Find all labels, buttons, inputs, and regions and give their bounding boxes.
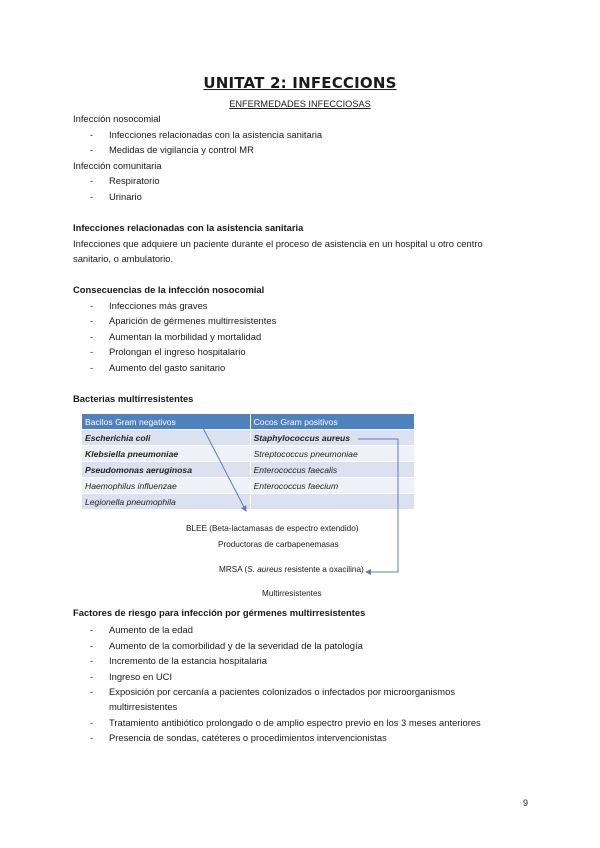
table-cell: Enterococcus faecalis — [250, 462, 414, 478]
bullet-dash: - — [90, 362, 94, 373]
table-cell: Klebsiella pneumoniae — [82, 446, 251, 462]
column-header: Bacilos Gram negativos — [82, 414, 251, 430]
bullet-dash: - — [90, 191, 94, 202]
section-heading: Consecuencias de la infección nosocomial — [73, 284, 265, 295]
page-number: 9 — [522, 798, 528, 808]
section-heading: Factores de riesgo para infección por gérmenes multirresistentes — [73, 607, 366, 618]
nosocomial-label: Infección nosocomial — [73, 113, 161, 124]
arrow-to-blee — [202, 426, 246, 511]
table-cell: Haemophilus influenzae — [82, 478, 251, 494]
table-cell: Streptococcus pneumoniae — [250, 446, 414, 462]
list-item-continuation: multirresistentes — [109, 701, 178, 712]
bullet-dash: - — [90, 129, 94, 140]
note-blee: BLEE (Beta-lactamasas de espectro extendido) — [186, 524, 359, 533]
bullet-dash: - — [90, 300, 94, 311]
note-mrsa: MRSA (S. aureus resistente a oxacilina) — [219, 565, 364, 574]
bullet-dash: - — [90, 175, 94, 186]
paragraph-line: Infecciones que adquiere un paciente durante el proceso de asistencia en un hospital u otro centro — [73, 238, 483, 249]
bullet-dash: - — [90, 717, 94, 728]
table-cell: Legionella pneumophila — [82, 494, 251, 510]
bullet-dash: - — [90, 655, 94, 666]
bullet-dash: - — [90, 624, 94, 635]
bullet-dash: - — [90, 346, 94, 357]
arrow-to-mrsa — [358, 439, 398, 572]
section-heading: Bacterias multirresistentes — [73, 393, 194, 404]
table-cell: Escherichia coli — [82, 430, 251, 446]
bullet-dash: - — [90, 315, 94, 326]
table-cell: Staphylococcus aureus — [250, 430, 414, 446]
bullet-dash: - — [90, 331, 94, 342]
bullet-dash: - — [90, 144, 94, 155]
bullet-dash: - — [90, 640, 94, 651]
page-subtitle: ENFERMEDADES INFECCIOSAS — [229, 99, 371, 109]
section-heading: Infecciones relacionadas con la asistencia sanitaria — [73, 222, 304, 233]
table-cell: Enterococcus faecium — [250, 478, 414, 494]
paragraph-line: sanitario, o ambulatorio. — [73, 253, 174, 264]
column-header: Cocos Gram positivos — [250, 414, 414, 430]
figure-caption: Multirresistentes — [262, 589, 322, 598]
page-title: UNITAT 2: INFECCIONS — [203, 74, 397, 92]
table-cell: Pseudomonas aeruginosa — [82, 462, 251, 478]
bullet-dash: - — [90, 686, 94, 697]
bullet-dash: - — [90, 732, 94, 743]
bullet-dash: - — [90, 671, 94, 682]
comunitaria-label: Infección comunitaria — [73, 160, 162, 171]
note-carbapenemasas: Productoras de carbapenemasas — [218, 540, 339, 549]
